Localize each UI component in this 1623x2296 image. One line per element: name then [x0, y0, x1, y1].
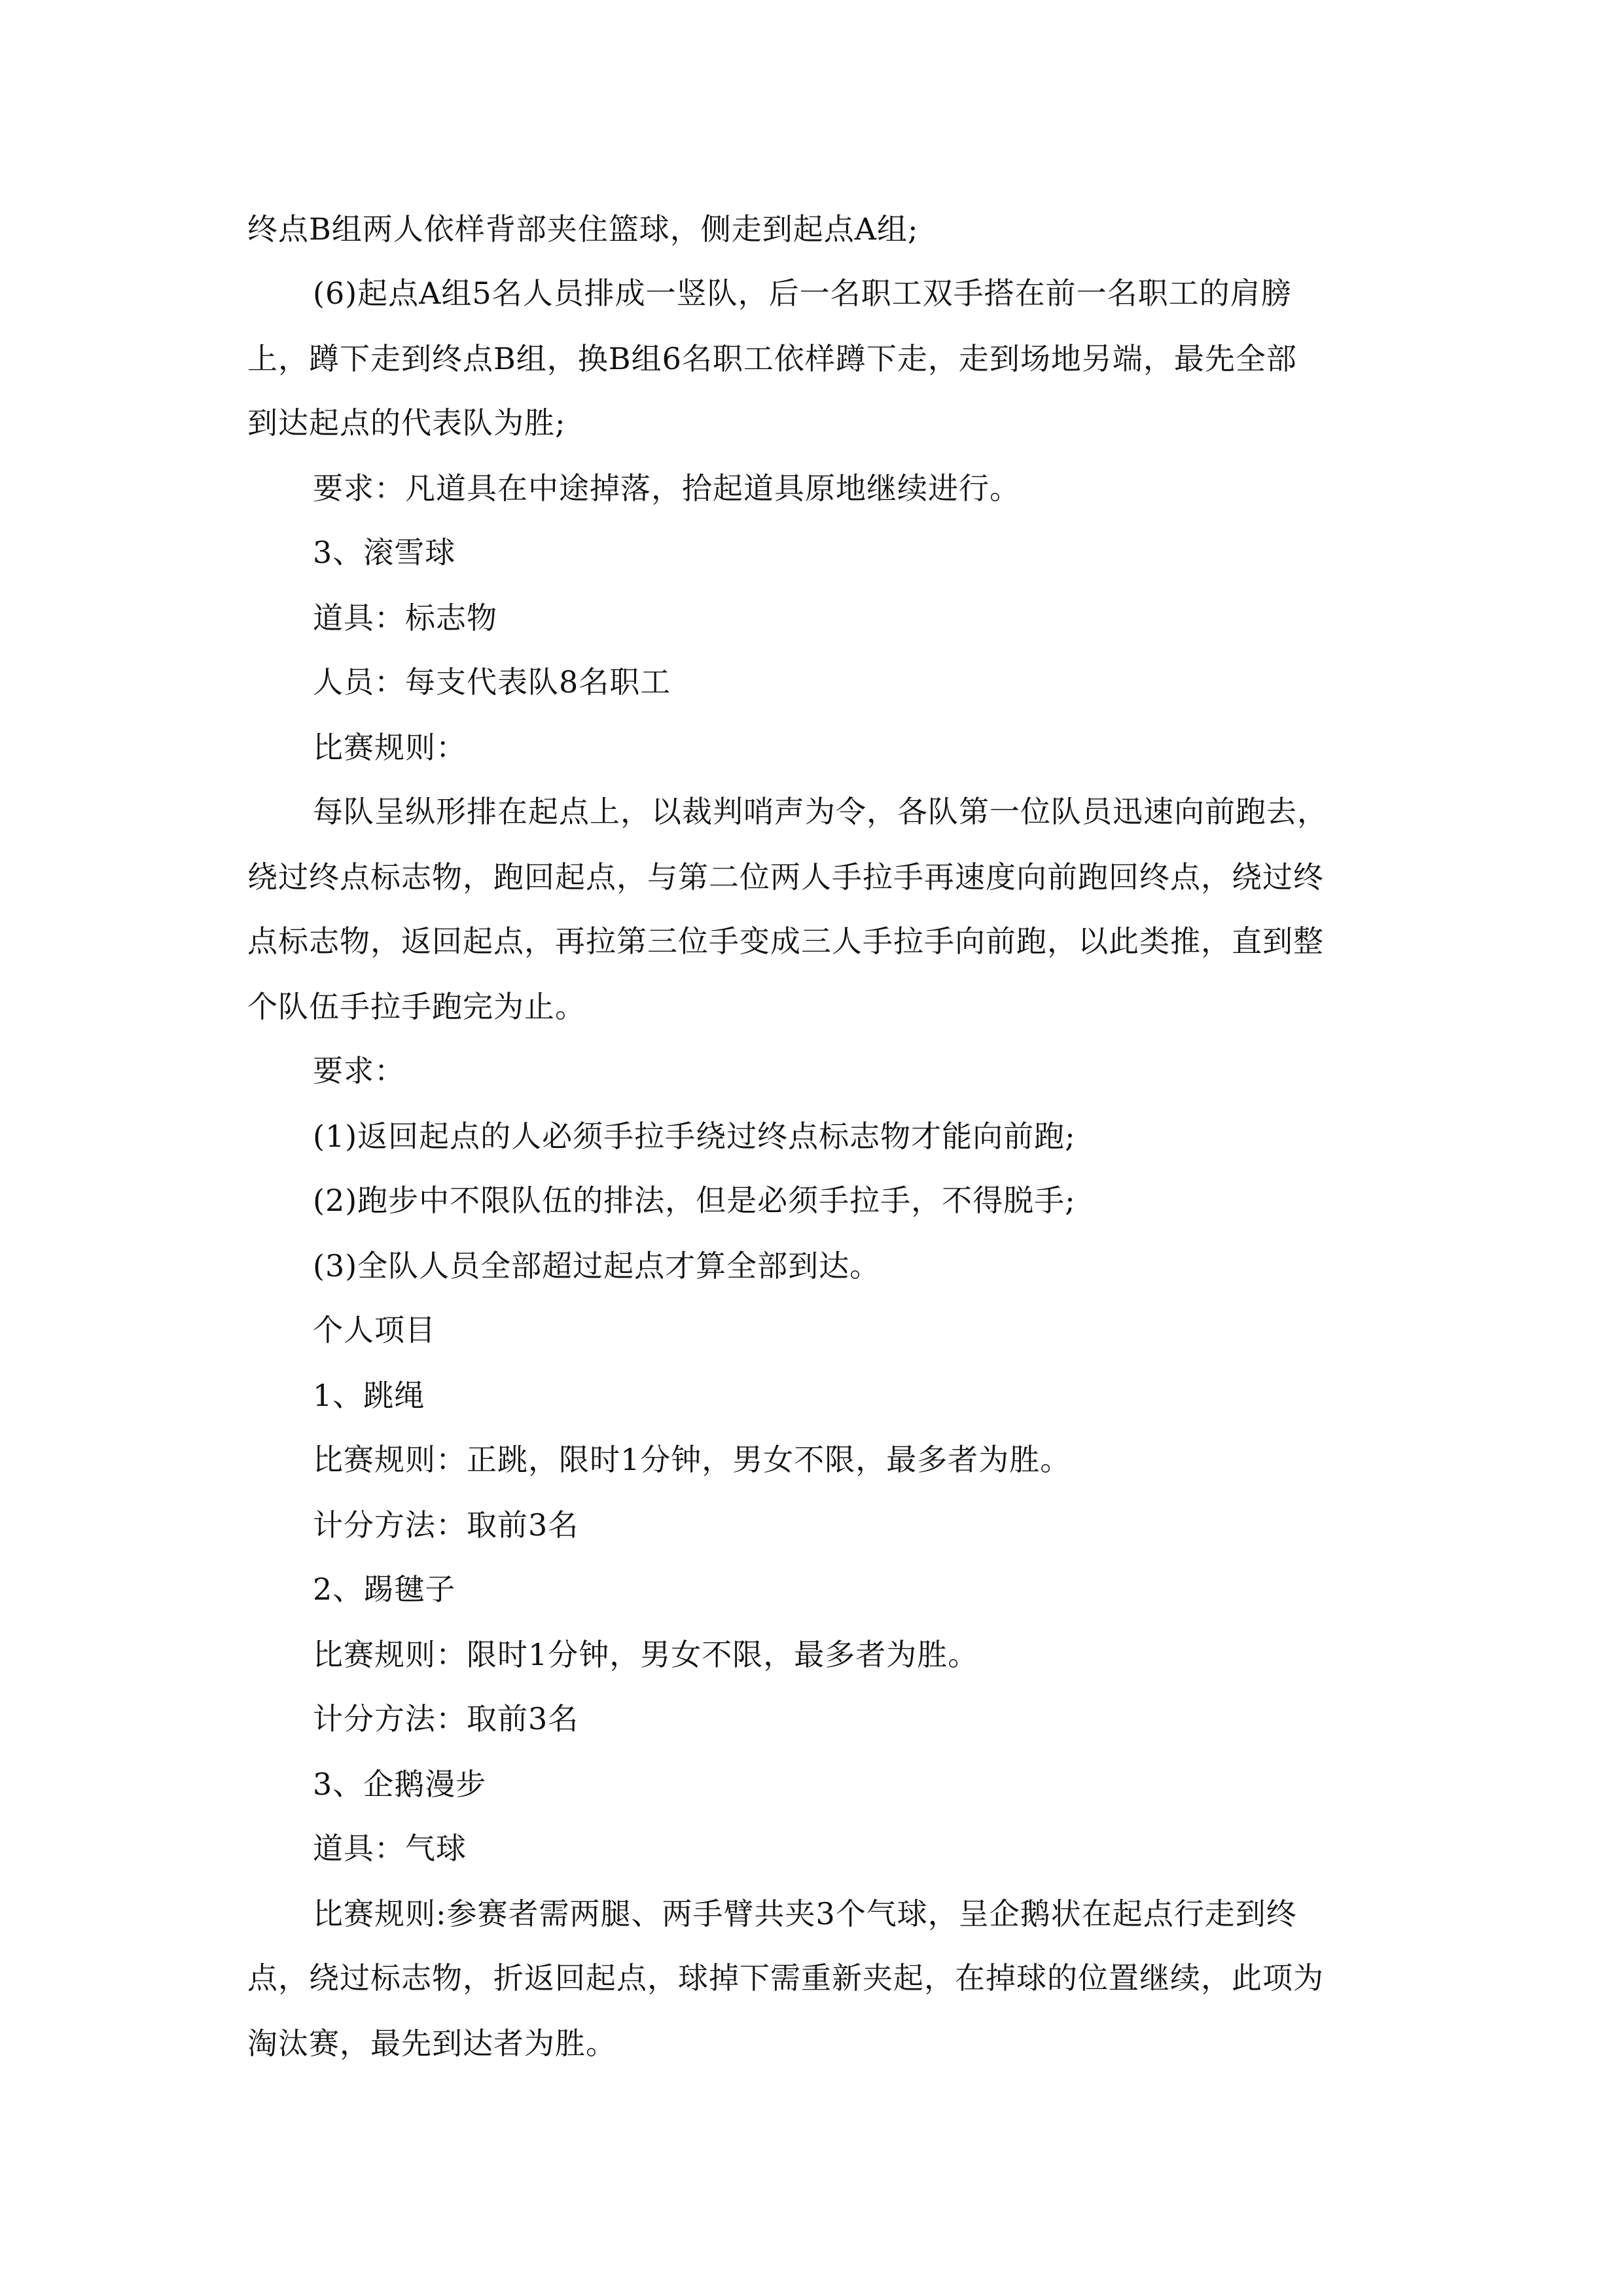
- text-line: 淘汰赛，最先到达者为胜。: [247, 2026, 616, 2061]
- text-line: (6)起点A组5名人员排成一竖队，后一名职工双手搭在前一名职工的肩膀: [313, 276, 1292, 311]
- list-item: (2)跑步中不限队伍的排法，但是必须手拉手，不得脱手;: [313, 1183, 1076, 1218]
- text-line: 个队伍手拉手跑完为止。: [247, 989, 586, 1024]
- section-heading: 1、跳绳: [313, 1378, 425, 1413]
- text-line: 点标志物，返回起点，再拉第三位手变成三人手拉手向前跑，以此类推，直到整: [247, 924, 1324, 959]
- list-item: (1)返回起点的人必须手拉手绕过终点标志物才能向前跑;: [313, 1119, 1076, 1154]
- text-line: 绕过终点标志物，跑回起点，与第二位两人手拉手再速度向前跑回终点，绕过终: [247, 859, 1324, 895]
- text-line: 比赛规则：正跳，限时1分钟，男女不限，最多者为胜。: [313, 1442, 1071, 1477]
- text-line: 计分方法：取前3名: [313, 1507, 579, 1543]
- text-line: 人员：每支代表队8名职工: [313, 664, 671, 700]
- section-heading: 2、踢毽子: [313, 1571, 456, 1607]
- section-heading: 个人项目: [313, 1312, 436, 1348]
- text-line: 比赛规则：限时1分钟，男女不限，最多者为胜。: [313, 1637, 979, 1672]
- text-line: 比赛规则：: [313, 730, 467, 765]
- text-line: 计分方法：取前3名: [313, 1701, 579, 1736]
- text-line: 道具：气球: [313, 1831, 467, 1866]
- text-line: 点，绕过标志物，折返回起点，球掉下需重新夹起，在掉球的位置继续，此项为: [247, 1960, 1324, 1996]
- section-heading: 3、企鹅漫步: [313, 1767, 487, 1802]
- section-heading: 3、滚雪球: [313, 535, 456, 570]
- text-line: 上，蹲下走到终点B组，换B组6名职工依样蹲下走，走到场地另端，最先全部: [247, 341, 1297, 376]
- text-line: 道具：标志物: [313, 600, 497, 636]
- list-item: (3)全队人员全部超过起点才算全部到达。: [313, 1248, 881, 1283]
- text-line: 比赛规则:参赛者需两腿、两手臂共夹3个气球，呈企鹅状在起点行走到终: [313, 1896, 1297, 1931]
- text-line: 要求：凡道具在中途掉落，拾起道具原地继续进行。: [313, 471, 1020, 506]
- text-line: 终点B组两人依样背部夹住篮球，侧走到起点A组;: [247, 211, 919, 247]
- text-line: 每队呈纵形排在起点上，以裁判哨声为令，各队第一位队员迅速向前跑去，: [313, 794, 1328, 829]
- text-line: 要求：: [313, 1053, 405, 1088]
- text-line: 到达起点的代表队为胜;: [247, 405, 566, 440]
